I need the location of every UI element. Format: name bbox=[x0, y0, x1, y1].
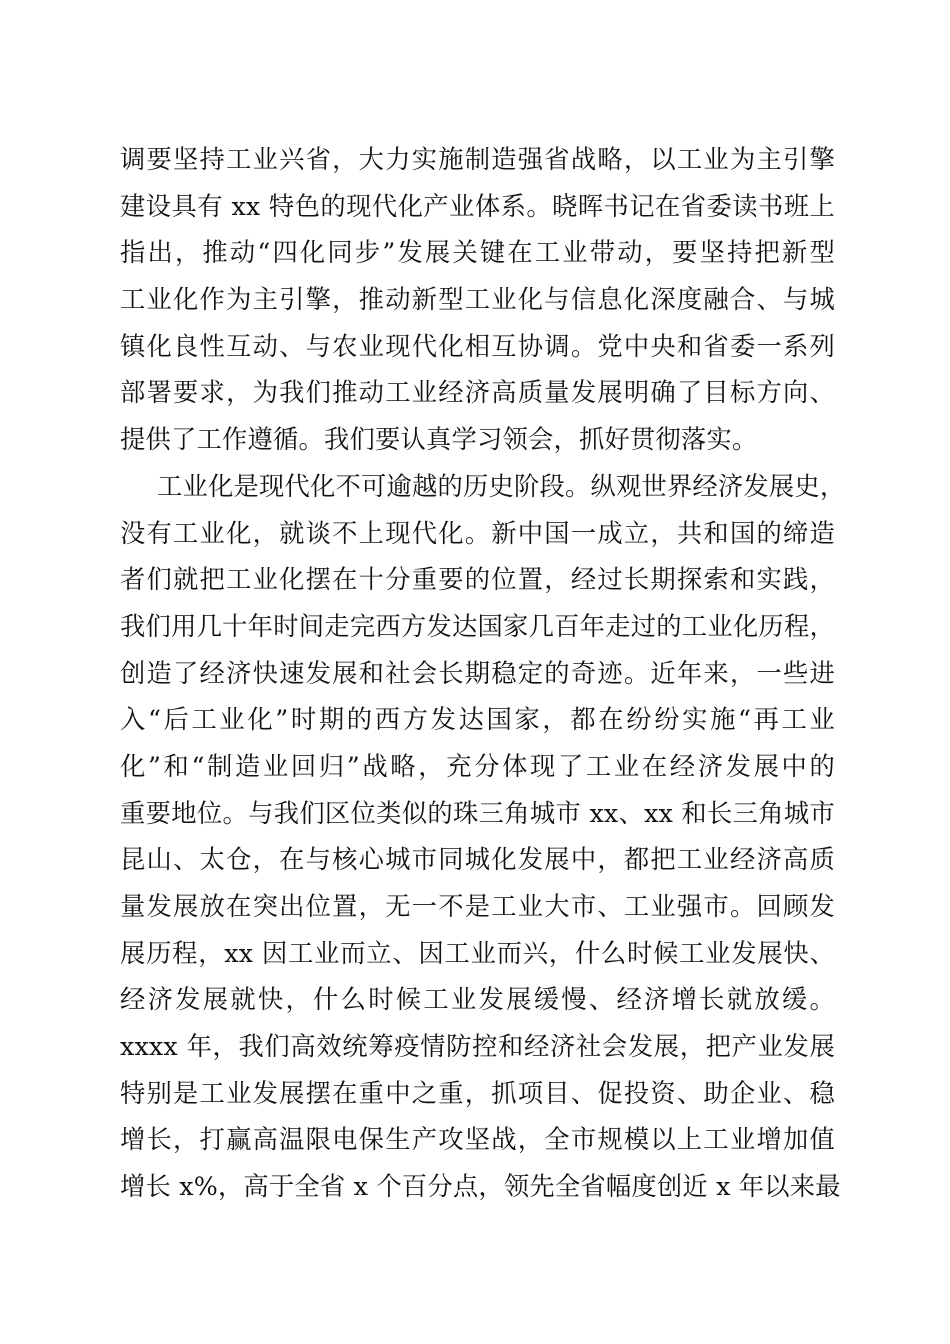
paragraph-2 bbox=[120, 464, 846, 1258]
text-line: xxxx 年，我们高效统筹疫情防控和经济社会发展，把产业发展 bbox=[120, 1032, 835, 1062]
text-line: 特别是工业发展摆在重中之重，抓项目、促投资、助企业、稳 bbox=[120, 1078, 835, 1108]
text-line: 增长 x%，高于全省 x 个百分点，领先全省幅度创近 x 年以来最 bbox=[120, 1172, 841, 1202]
text-line: 重要地位。与我们区位类似的珠三角城市 xx、xx 和长三角城市 bbox=[120, 798, 835, 828]
text-line: 入“后工业化”时期的西方发达国家，都在纷纷实施“再工业 bbox=[120, 705, 835, 735]
text-line: 增长，打赢高温限电保生产攻坚战，全市规模以上工业增加值 bbox=[120, 1125, 835, 1155]
text-line: 经济发展就快，什么时候工业发展缓慢、经济增长就放缓。 bbox=[120, 985, 835, 1015]
text-line: 量发展放在突出位置，无一不是工业大市、工业强市。回顾发 bbox=[120, 892, 835, 921]
text-line: 指出，推动“四化同步”发展关键在工业带动，要坚持把新型 bbox=[120, 238, 835, 268]
text-line: 工业化是现代化不可逾越的历史阶段。纵观世界经济发展史， bbox=[157, 471, 846, 501]
body-text bbox=[120, 137, 846, 1258]
text-line: 昆山、太仓，在与核心城市同城化发展中，都把工业经济高质 bbox=[120, 845, 835, 875]
text-line: 没有工业化，就谈不上现代化。新中国一成立，共和国的缔造 bbox=[120, 518, 835, 548]
text-line: 工业化作为主引擎，推动新型工业化与信息化深度融合、与城 bbox=[120, 285, 835, 315]
text-line: 创造了经济快速发展和社会长期稳定的奇迹。近年来，一些进 bbox=[120, 658, 835, 688]
text-line bbox=[120, 1211, 835, 1258]
text-line: 提供了工作遵循。我们要认真学习领会，抓好贯彻落实。 bbox=[120, 425, 758, 455]
text-line: 我们用几十年时间走完西方发达国家几百年走过的工业化历程， bbox=[120, 611, 835, 641]
text-line: 者们就把工业化摆在十分重要的位置，经过长期探索和实践， bbox=[120, 565, 835, 595]
text-line: 建设具有 xx 特色的现代化产业体系。晓晖书记在省委读书班上 bbox=[120, 191, 835, 221]
paragraph-1 bbox=[120, 137, 835, 464]
text-line: 调要坚持工业兴省，大力实施制造强省战略，以工业为主引擎 bbox=[120, 145, 835, 174]
text-line: 化”和“制造业回归”战略，充分体现了工业在经济发展中的 bbox=[120, 751, 835, 781]
text-line: 部署要求，为我们推动工业经济高质量发展明确了目标方向、 bbox=[120, 378, 835, 408]
text-line: 镇化良性互动、与农业现代化相互协调。党中央和省委一系列 bbox=[120, 331, 835, 361]
text-line: 展历程，xx 因工业而立、因工业而兴，什么时候工业发展快、 bbox=[120, 938, 835, 968]
